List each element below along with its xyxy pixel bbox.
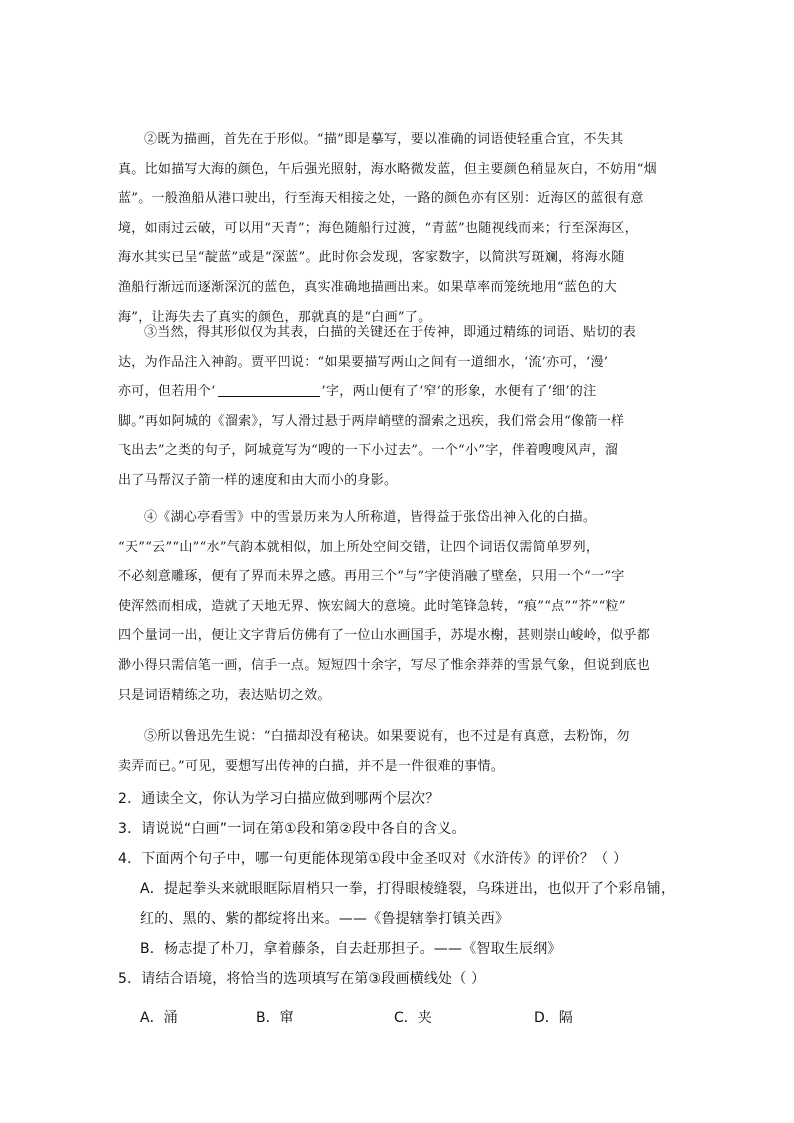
option-a-continued: 红的、黑的、紫的都绽将出来。——《鲁提辖拳打镇关西》: [140, 911, 510, 927]
paragraph-line: ②既为描画，首先在于形似。“描”即是摹写，要以准确的词语使轻重合宜，不失其: [144, 132, 624, 147]
paragraph-line: 使浑然而相成，造就了天地无界、恢宏阔大的意境。此时笔锋急转，“痕”“点”“芥”“粒”: [118, 598, 626, 614]
paragraph-line: 境，如雨过云破，可以用“天青”；海色随船行过渡，“青蓝”也随视线而来；行至深海区，: [118, 220, 638, 236]
paragraph-2: [118, 125, 678, 332]
paragraph-line: 只是词语精练之功，表达贴切之效。: [118, 687, 331, 703]
paragraph-line: ⑤所以鲁迅先生说：“白描却没有秘诀。如果要说有，也不过是有真意，去粉饰，勿: [144, 729, 630, 744]
question-5: 5．请结合语境，将恰当的选项填写在第③段画横线处（ ）: [118, 971, 486, 987]
paragraph-line: 飞出去”之类的句子，阿城竟写为“嗖的一下小过去”。一个“小”字，伴着嗖嗖风声，溜: [118, 443, 619, 459]
paragraph-line: 出了马帮汉子箭一样的速度和由大而小的身影。: [118, 472, 398, 488]
paragraph-5: [118, 722, 678, 781]
option-d: D．隔: [534, 1010, 573, 1026]
paragraph-line: 四个量词一出，便让文字背后仿佛有了一位山水画国手，苏堤水榭，甚则崇山峻岭，似乎都: [118, 628, 651, 644]
question-5-options: [140, 1004, 660, 1032]
question-2: 2．通读全文，你认为学习白描应做到哪两个层次？: [118, 791, 440, 807]
paragraph-line: 不必刻意雕琢，便有了界而未界之感。再用三个“与”字使消融了壁垒，只用一个“一”字: [118, 569, 625, 585]
paragraph-line: [118, 377, 678, 407]
paragraph-line: ③当然，得其形似仅为其表，白描的关键还在于传神，即通过精练的词语、贴切的表: [144, 325, 637, 340]
paragraph-line: ④《湖心亭看雪》中的雪景历来为人所称道，皆得益于张岱出神入化的白描。: [144, 510, 597, 525]
paragraph-line: 达，为作品注入神韵。贾平凹说：“如果要描写两山之间有一道细水，‘流’亦可，‘漫’: [118, 354, 609, 370]
paragraph-line: “天”“云”“山”“水”气韵本就相似，加上所处空间交错，让四个词语仅需简单罗列，: [118, 539, 600, 555]
paragraph-3: [118, 318, 678, 496]
paragraph-line: 渔船行渐远而逐渐深沉的蓝色，真实准确地描画出来。如果草率而笼统地用“蓝色的大: [118, 279, 618, 295]
paragraph-line: 海水其实已呈“靛蓝”或是“深蓝”。此时你会发现，客家数字，以简洪写斑斓，将海水随: [118, 250, 625, 266]
line-text: 亦可，但若用个‘: [118, 384, 216, 400]
option-b: B．窜: [256, 1010, 294, 1026]
questions-block: [118, 784, 698, 994]
line-text: ’字，两山便有了‘窄’的形象，水便有了‘细’的注: [321, 384, 597, 400]
question-3: 3．请说说“白画”一词在第①段和第②段中各自的含义。: [118, 821, 466, 837]
option-a: A．涌: [140, 1010, 178, 1026]
paragraph-4: [118, 503, 678, 710]
option-c: C．夹: [394, 1010, 432, 1026]
question-4: 4．下面两个句子中，哪一句更能体现第①段中金圣叹对《水浒传》的评价？（ ）: [118, 851, 628, 867]
paragraph-line: 渺小得只需信笔一画，信手一点。短短四十余字，写尽了惟余莽莽的雪景气象，但说到底也: [118, 657, 651, 673]
paragraph-line: 脚。”再如阿城的《溜索》，写人滑过悬于两岸峭壁的溜索之迅疾，我们常会用“像箭一样: [118, 413, 625, 429]
paragraph-line: 蓝”。一般渔船从港口驶出，行至海天相接之处，一路的颜色亦有区别：近海区的蓝很有意: [118, 191, 644, 207]
paragraph-line: 卖弄而已。”可见，要想写出传神的白描，并不是一件很难的事情。: [118, 758, 505, 774]
paragraph-line: 海”，让海失去了真实的颜色，那就真的是“白画”了。: [118, 309, 432, 325]
paragraph-line: 真。比如描写大海的颜色，午后强光照射，海水略微发蓝，但主要颜色稍显灰白，不妨用“烟: [118, 161, 657, 177]
option-a: A．提起拳头来就眼眶际眉梢只一拳，打得眼棱缝裂，乌珠迸出，也似开了个彩帛铺，: [140, 881, 676, 897]
fill-in-blank[interactable]: [218, 382, 320, 397]
option-b: B．杨志提了朴刀，拿着藤条，自去赶那担子。——《智取生辰纲》: [140, 941, 562, 957]
